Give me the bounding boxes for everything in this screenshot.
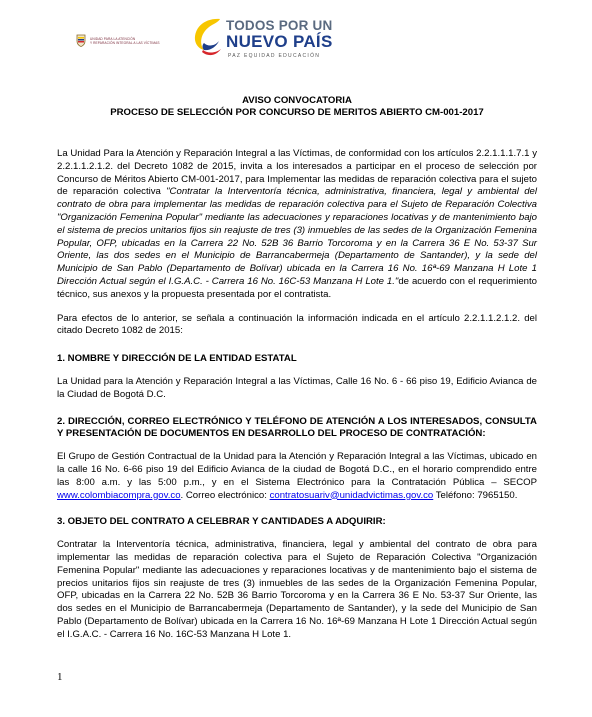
page-number: 1 xyxy=(57,671,63,683)
title-block xyxy=(57,95,537,119)
section-heading-2: 2. DIRECCIÓN, CORREO ELECTRÓNICO Y TELÉFONO DE ATENCIÓN A LOS INTERESADOS, CONSULTA Y PRESENTACIÓN DE DOCUMENTOS EN DESARROLLO DEL PROCESO DE CONTRATACIÓN: xyxy=(57,415,537,440)
section-2-text: El Grupo de Gestión Contractual de la Unidad para la Atención y Reparación Integral a las Víctimas, ubicado en la calle 16 No. 6-66 piso 19 del Edificio Avianca de la ciudad de Bogotá D.C., en el horario comprendido entre las 8:00 a.m. y las 5:00 p.m., y en el Sistema Electrónico para la Contratación Pública – SECOP xyxy=(57,451,537,488)
colombia-swoosh-icon xyxy=(190,16,226,62)
entity-logo xyxy=(76,34,160,47)
slogan-line-2: NUEVO PAÍS xyxy=(226,32,333,51)
section-heading-1: 1. NOMBRE Y DIRECCIÓN DE LA ENTIDAD ESTATAL xyxy=(57,353,297,365)
document-title: AVISO CONVOCATORIA xyxy=(242,95,352,106)
entity-name xyxy=(90,37,160,45)
document-body xyxy=(57,95,537,642)
coat-of-arms-icon xyxy=(76,34,86,47)
email-link[interactable]: contratosuariv@unidadvictimas.gov.co xyxy=(269,489,434,501)
section-2-text-phone: Teléfono: 7965150. xyxy=(433,489,518,501)
secop-link[interactable]: www.colombiacompra.gov.co xyxy=(57,489,181,501)
slogan-tagline: PAZ EQUIDAD EDUCACIÓN xyxy=(228,53,321,59)
section-3-paragraph: Contratar la Interventoría técnica, administrativa, financiera, legal y ambiental del contrato de obra para implementar las medidas de reparación colectiva para el Sujeto de Reparación Colectiva "Organización Femenina Popular" mediante las adecuaciones y reparaciones locativas y de mantenimiento bajo el sistema de precios unitarios fijos sin reajuste de tres (3) inmuebles de las sedes de la Organización Femenina Popular, OFP, ubicadas en la Carrera 22 No. 52B 36 Barrio Torcoroma y en la Carrera 36 E No. 53-37 Sur Oriente, las dos sedes en el Municipio de Barrancabermeja (Departamento de Santander), y la sede del Municipio de San Pablo (Departamento de Bolívar) ubicada en la Carrera 16 No. 16ª-69 Manzana H Lote 1 Dirección Actual según el I.G.A.C. - Carrera 16 No. 16C-53 Manzana H Lote 1. xyxy=(57,539,537,640)
letterhead xyxy=(76,14,436,64)
section-heading-3: 3. OBJETO DEL CONTRATO A CELEBRAR Y CANTIDADES A ADQUIRIR: xyxy=(57,516,386,528)
effects-paragraph: Para efectos de lo anterior, se señala a continuación la información indicada en el artículo 2.2.1.1.2.1.2. del citado Decreto 1082 de 2015: xyxy=(57,312,537,337)
document-subtitle: PROCESO DE SELECCIÓN POR CONCURSO DE MERITOS ABIERTO CM-001-2017 xyxy=(110,107,484,118)
intro-paragraph xyxy=(57,148,537,302)
entity-name-line: UNIDAD PARA LA ATENCIÓN xyxy=(90,36,136,41)
section-2-paragraph xyxy=(57,451,537,502)
entity-name-line: Y REPARACIÓN INTEGRAL A LAS VÍCTIMAS xyxy=(90,40,160,45)
section-2-text-email-label: . Correo electrónico: xyxy=(180,489,270,501)
section-1-paragraph: La Unidad para la Atención y Reparación Integral a las Víctimas, Calle 16 No. 6 - 66 piso 19, Edificio Avianca de la Ciudad de Bogotá D.C. xyxy=(57,375,537,400)
intro-text: La Unidad Para la Atención y Reparación Integral a las Víctimas, de conformidad con los artículos 2.2.1.1.1.7.1 y 2.2.1.1.2.1.2. del Decreto 1082 de 2015, invita a los interesados a participar en el proceso de selección por Concurso de Méritos Abierto CM-001-2017, para Implementar las medidas de reparación colectiva para el sujeto de reparación colectiva xyxy=(57,148,537,198)
slogan-line-1: TODOS POR UN xyxy=(226,18,333,33)
government-logo xyxy=(190,14,420,64)
intro-text-end: de acuerdo con el requerimiento técnico, sus anexos y la propuesta presentada por el contratista. xyxy=(57,275,537,300)
intro-object-italic: "Contratar la Interventoría técnica, administrativa, financiera, legal y ambiental del contrato de obra para implementar las medidas de reparación colectiva para el Sujeto de Reparación Colectiva "Organización Femenina Popular" mediante las adecuaciones y reparaciones locativas y de mantenimiento bajo el sistema de precios unitarios fijos sin reajuste de tres (3) inmuebles de las sedes de la Organización Femenina Popular, OFP, ubicadas en la Carrera 22 No. 52B 36 Barrio Torcoroma y en la Carrera 36 E No. 53-37 Sur Oriente, las dos sedes en el Municipio de Barrancabermeja (Departamento de Santander), y la sede del Municipio de San Pablo (Departamento de Bolívar) ubicada en la Carrera 16 No. 16ª-69 Manzana H Lote 1 Dirección Actual según el I.G.A.C. - Carrera 16 No. 16C-53 Manzana H Lote 1." xyxy=(57,186,537,287)
